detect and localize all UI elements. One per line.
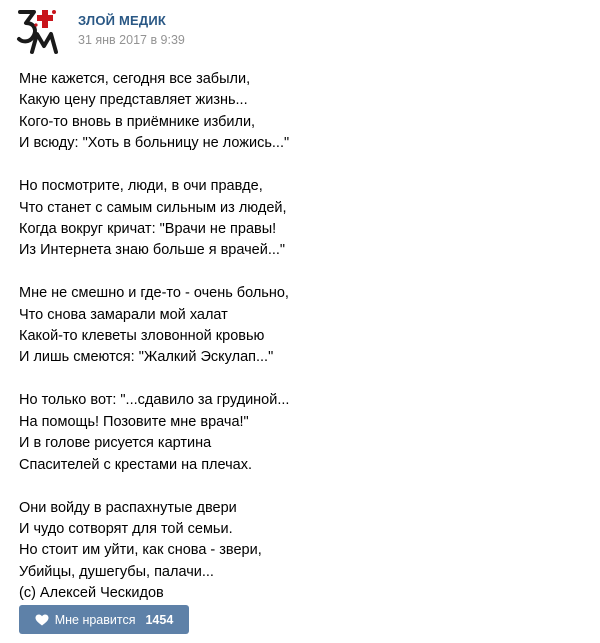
poem-line: Убийцы, душегубы, палачи... [19,563,214,580]
poem-line: Но посмотрите, люди, в очи правде, [19,178,263,195]
heart-icon [35,614,49,626]
poem-line: Но только вот: "...сдавило за грудиной... [19,392,290,409]
poem-stanza [19,283,579,369]
author-name[interactable]: ЗЛОЙ МЕДИК [78,13,167,28]
poem-line: Мне не смешно и где-то - очень больно, [19,285,289,302]
poem-line: Что станет с самым сильным из людей, [19,199,287,216]
poem-line: И лишь смеются: "Жалкий Эскулап..." [19,349,274,366]
avatar[interactable] [16,6,66,56]
poem-line: И в голове рисуется картина [19,435,212,452]
zm-logo-icon [16,6,66,56]
like-label: Мне нравится [54,612,136,627]
poem-stanza [19,498,579,605]
poem-line: Спасителей с крестами на плечах. [19,456,252,473]
poem-line: Что снова замарали мой халат [19,306,228,323]
post-text [19,69,579,626]
poem-line: Когда вокруг кричат: "Врачи не правы! [19,220,277,237]
poem-line: Кого-то вновь в приёмнике избили, [19,113,256,130]
poem-line: На помощь! Позовите мне врача!" [19,413,249,430]
poem-line: Из Интернета знаю больше я врачей..." [19,242,286,259]
poem-stanza [19,176,579,262]
like-count: 1454 [145,612,174,627]
poem-line: (с) Алексей Ческидов [19,585,164,602]
poem-line: Какой-то клеветы зловонной кровью [19,328,265,345]
poem-line: Но стоит им уйти, как снова - звери, [19,542,262,559]
poem-line: И всюду: "Хоть в больницу не ложись..." [19,135,290,152]
post-date[interactable]: 31 янв 2017 в 9:39 [78,33,185,47]
poem-line: И чудо сотворят для той семьи. [19,520,233,537]
poem-line: Они войду в распахнутые двери [19,499,237,516]
poem-stanza [19,69,579,155]
like-button[interactable] [19,605,189,634]
poem-line: Какую цену представляет жизнь... [19,92,248,109]
poem-line: Мне кажется, сегодня все забыли, [19,71,251,87]
poem-stanza [19,390,579,476]
